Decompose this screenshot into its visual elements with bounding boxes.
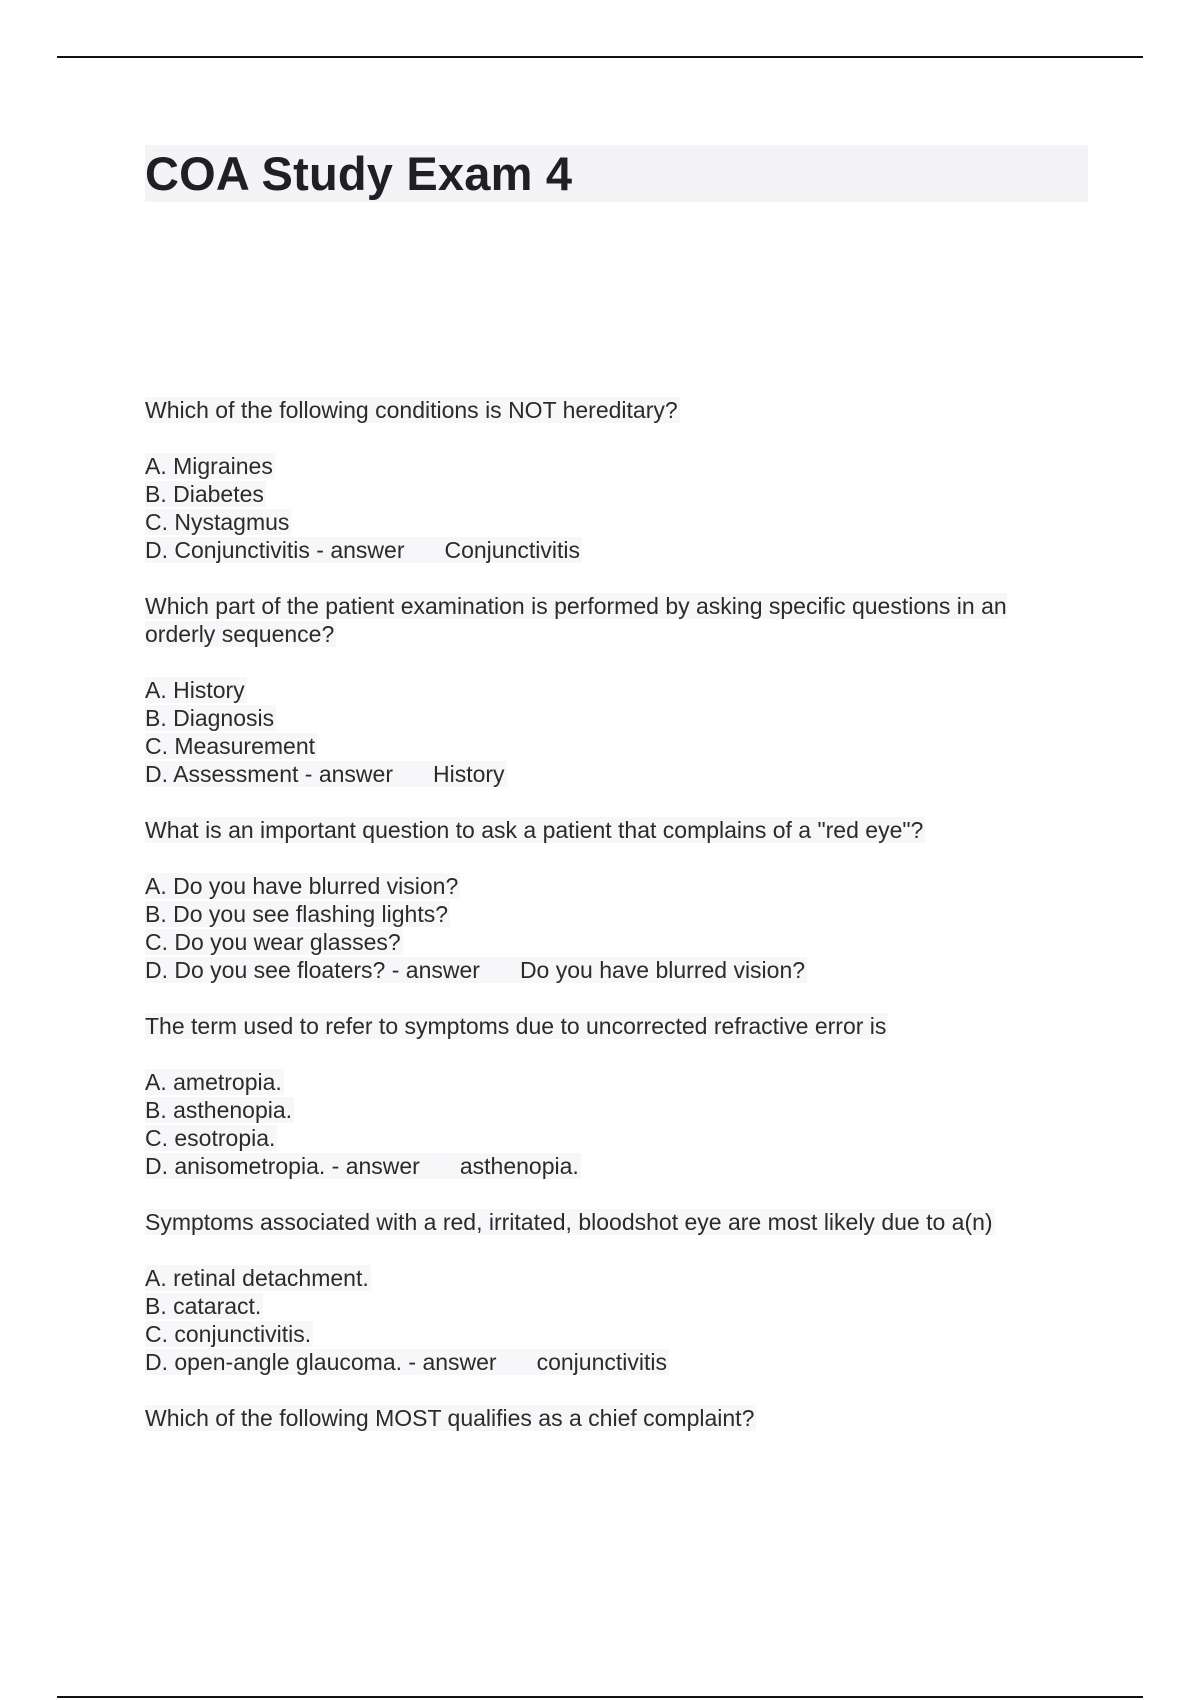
option-list [145, 872, 1065, 984]
answer-marker: - answer [316, 537, 405, 563]
option-d: D. anisometropia. - answer asthenopia. [145, 1153, 579, 1179]
option-d: D. Assessment - answer History [145, 761, 505, 787]
page-title: COA Study Exam 4 [145, 147, 573, 200]
question-block [145, 1208, 1065, 1376]
question-block [145, 1404, 1065, 1432]
option-b: B. asthenopia. [145, 1097, 293, 1123]
option-b: B. Do you see flashing lights? [145, 901, 449, 927]
option-d: D. Conjunctivitis - answer Conjunctivitis [145, 537, 580, 563]
answer-marker: - answer [408, 1349, 497, 1375]
answer-text: History [432, 761, 505, 787]
question-block [145, 816, 1065, 984]
question-block [145, 1012, 1065, 1180]
option-list [145, 676, 1065, 788]
question-text: Which of the following conditions is NOT hereditary? [145, 397, 678, 423]
option-a: A. ametropia. [145, 1069, 282, 1095]
top-rule [57, 56, 1143, 58]
option-d: D. open-angle glaucoma. - answer conjunctivitis [145, 1349, 667, 1375]
question-text: What is an important question to ask a patient that complains of a "red eye"? [145, 817, 924, 843]
option-list [145, 1264, 1065, 1376]
option-c: C. Measurement [145, 733, 316, 759]
option-c: C. Do you wear glasses? [145, 929, 401, 955]
option-b: B. Diabetes [145, 481, 264, 507]
option-b: B. cataract. [145, 1293, 262, 1319]
exam-content [145, 396, 1065, 1460]
option-c: C. conjunctivitis. [145, 1321, 312, 1347]
question-text: Symptoms associated with a red, irritated, bloodshot eye are most likely due to a(n) [145, 1209, 993, 1235]
option-b: B. Diagnosis [145, 705, 275, 731]
option-d: D. Do you see floaters? - answer Do you have blurred vision? [145, 957, 806, 983]
question-block [145, 592, 1065, 788]
option-a: A. retinal detachment. [145, 1265, 369, 1291]
answer-text: Do you have blurred vision? [519, 957, 806, 983]
answer-marker: - answer [331, 1153, 420, 1179]
question-block [145, 396, 1065, 564]
option-a: A. History [145, 677, 245, 703]
question-text: The term used to refer to symptoms due to uncorrected refractive error is [145, 1013, 887, 1039]
option-list [145, 452, 1065, 564]
question-text: Which part of the patient examination is performed by asking specific questions in an orderly sequence? [145, 593, 1007, 647]
answer-text: Conjunctivitis [444, 537, 580, 563]
answer-text: asthenopia. [459, 1153, 579, 1179]
answer-marker: - answer [304, 761, 393, 787]
option-list [145, 1068, 1065, 1180]
answer-marker: - answer [391, 957, 480, 983]
option-c: C. Nystagmus [145, 509, 290, 535]
option-a: A. Do you have blurred vision? [145, 873, 459, 899]
option-a: A. Migraines [145, 453, 273, 479]
option-c: C. esotropia. [145, 1125, 276, 1151]
answer-text: conjunctivitis [536, 1349, 667, 1375]
question-text: Which of the following MOST qualifies as a chief complaint? [145, 1405, 755, 1431]
bottom-rule [57, 1696, 1143, 1698]
